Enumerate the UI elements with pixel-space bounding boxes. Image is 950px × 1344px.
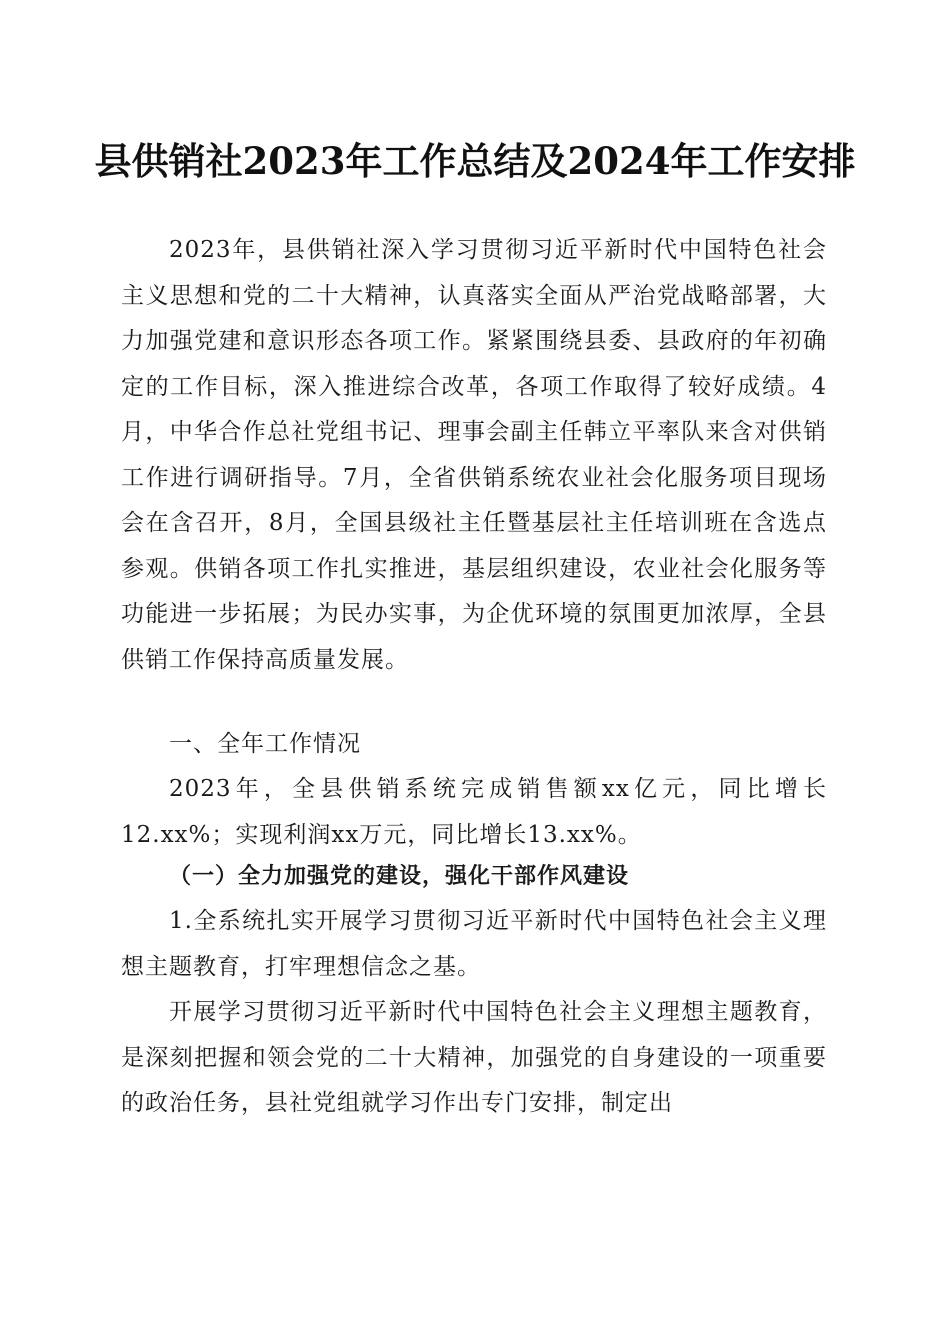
section-1-paragraph: 2023年，全县供销系统完成销售额xx亿元，同比增长12.xx%；实现利润xx万元，同比增长13.xx%。 — [121, 776, 827, 848]
intro-paragraph: 2023年，县供销社深入学习贯彻习近平新时代中国特色社会主义思想和党的二十大精神，认真落实全面从严治党战略部署，大力加强党建和意识形态各项工作。紧紧围绕县委、县政府的年初确定的工作目标，深入推进综合改革，各项工作取得了较好成绩。4月，中华合作总社党组书记、理事会副主任韩立平率队来含对供销工作进行调研指导。7月，全省供销系统农业社会化服务项目现场会在含召开，8月，全国县级社主任暨基层社主任培训班在含选点参观。供销各项工作扎实推进，基层组织建设，农业社会化服务等功能进一步拓展；为民办实事，为企优环境的氛围更加浓厚，全县供销工作保持高质量发展。 — [121, 237, 827, 673]
item-1-paragraph: 开展学习贯彻习近平新时代中国特色社会主义理想主题教育，是深刻把握和领会党的二十大精神，加强党的自身建设的一项重要的政治任务，县社党组就学习作出专门安排，制定出 — [121, 999, 827, 1116]
subsection-heading-1: （一）全力加强党的建设，强化干部作风建设 — [169, 863, 630, 889]
document-title: 县供销社2023年工作总结及2024年工作安排 — [94, 139, 856, 183]
list-item-1: 1.全系统扎实开展学习贯彻习近平新时代中国特色社会主义理想主题教育，打牢理想信念之基。 — [121, 908, 827, 980]
section-heading-1: 一、全年工作情况 — [169, 731, 361, 757]
